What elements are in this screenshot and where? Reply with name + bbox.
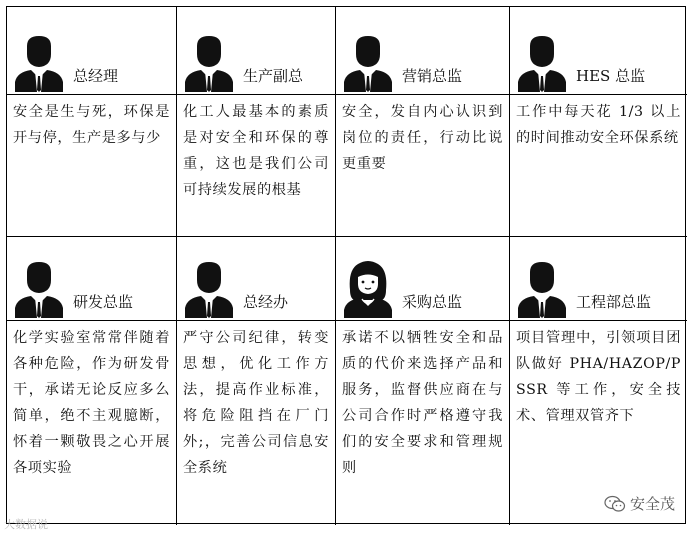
role-title: 工程部总监 [576, 293, 652, 311]
role-cell-hes-director [510, 7, 687, 237]
role-title: 研发总监 [73, 293, 134, 311]
male-silhouette-icon [13, 260, 65, 318]
role-title: HES 总监 [576, 67, 646, 85]
role-description: 项目管理中，引领项目团队做好 PHA/HAZOP/PSSR 等工作，安全技术、管理双管齐下 [516, 330, 681, 424]
role-cell-procurement-director [336, 237, 510, 525]
male-silhouette-icon [183, 34, 235, 92]
watermark-left: 大数据说 [4, 518, 48, 531]
role-header [7, 237, 176, 321]
male-silhouette-icon [13, 34, 65, 92]
wechat-icon [604, 495, 626, 513]
role-title: 营销总监 [402, 67, 463, 85]
watermark-right-label: 安全茂 [629, 495, 675, 513]
role-title: 生产副总 [243, 67, 304, 85]
role-description: 严守公司纪律，转变思想，优化工作方法，提高作业标准，将危险阻挡在厂门外;，完善公司信息安全系统 [183, 330, 329, 476]
role-description: 安全，发自内心认识到岗位的责任，行动比说更重要 [342, 104, 503, 172]
role-title: 采购总监 [402, 293, 463, 311]
role-title: 总经理 [73, 67, 119, 85]
role-header [510, 7, 687, 95]
male-silhouette-icon [516, 34, 568, 92]
male-silhouette-icon [183, 260, 235, 318]
role-description: 承诺不以牺牲安全和品质的代价来选择产品和服务，监督供应商在与公司合作时严格遵守我们的安全要求和管理规则 [342, 330, 503, 476]
role-description: 化工人最基本的素质是对安全和环保的尊重，这也是我们公司可持续发展的根基 [183, 104, 329, 198]
role-cell-production-vp [177, 7, 336, 237]
wechat-watermark [604, 493, 675, 514]
role-header [177, 7, 335, 95]
role-header [7, 7, 176, 95]
role-header [336, 7, 509, 95]
role-title: 总经办 [243, 293, 289, 311]
male-silhouette-icon [516, 260, 568, 318]
role-description: 工作中每天花 1/3 以上的时间推动安全环保系统 [516, 104, 681, 146]
male-silhouette-icon [342, 34, 394, 92]
role-cell-rd-director [7, 237, 177, 525]
role-description: 化学实验室常常伴随着各种危险，作为研发骨干，承诺无论反应多么简单，绝不主观臆断，怀着一颗敬畏之心开展各项实验 [13, 330, 170, 476]
role-header [336, 237, 509, 321]
role-cell-gm-office [177, 237, 336, 525]
role-cell-marketing-director [336, 7, 510, 237]
responsibility-grid [6, 6, 686, 524]
role-header [510, 237, 687, 321]
role-description: 安全是生与死，环保是开与停，生产是多与少 [13, 104, 170, 146]
role-cell-engineering-director [510, 237, 687, 525]
role-header [177, 237, 335, 321]
role-cell-general-manager [7, 7, 177, 237]
female-silhouette-icon [342, 260, 394, 318]
